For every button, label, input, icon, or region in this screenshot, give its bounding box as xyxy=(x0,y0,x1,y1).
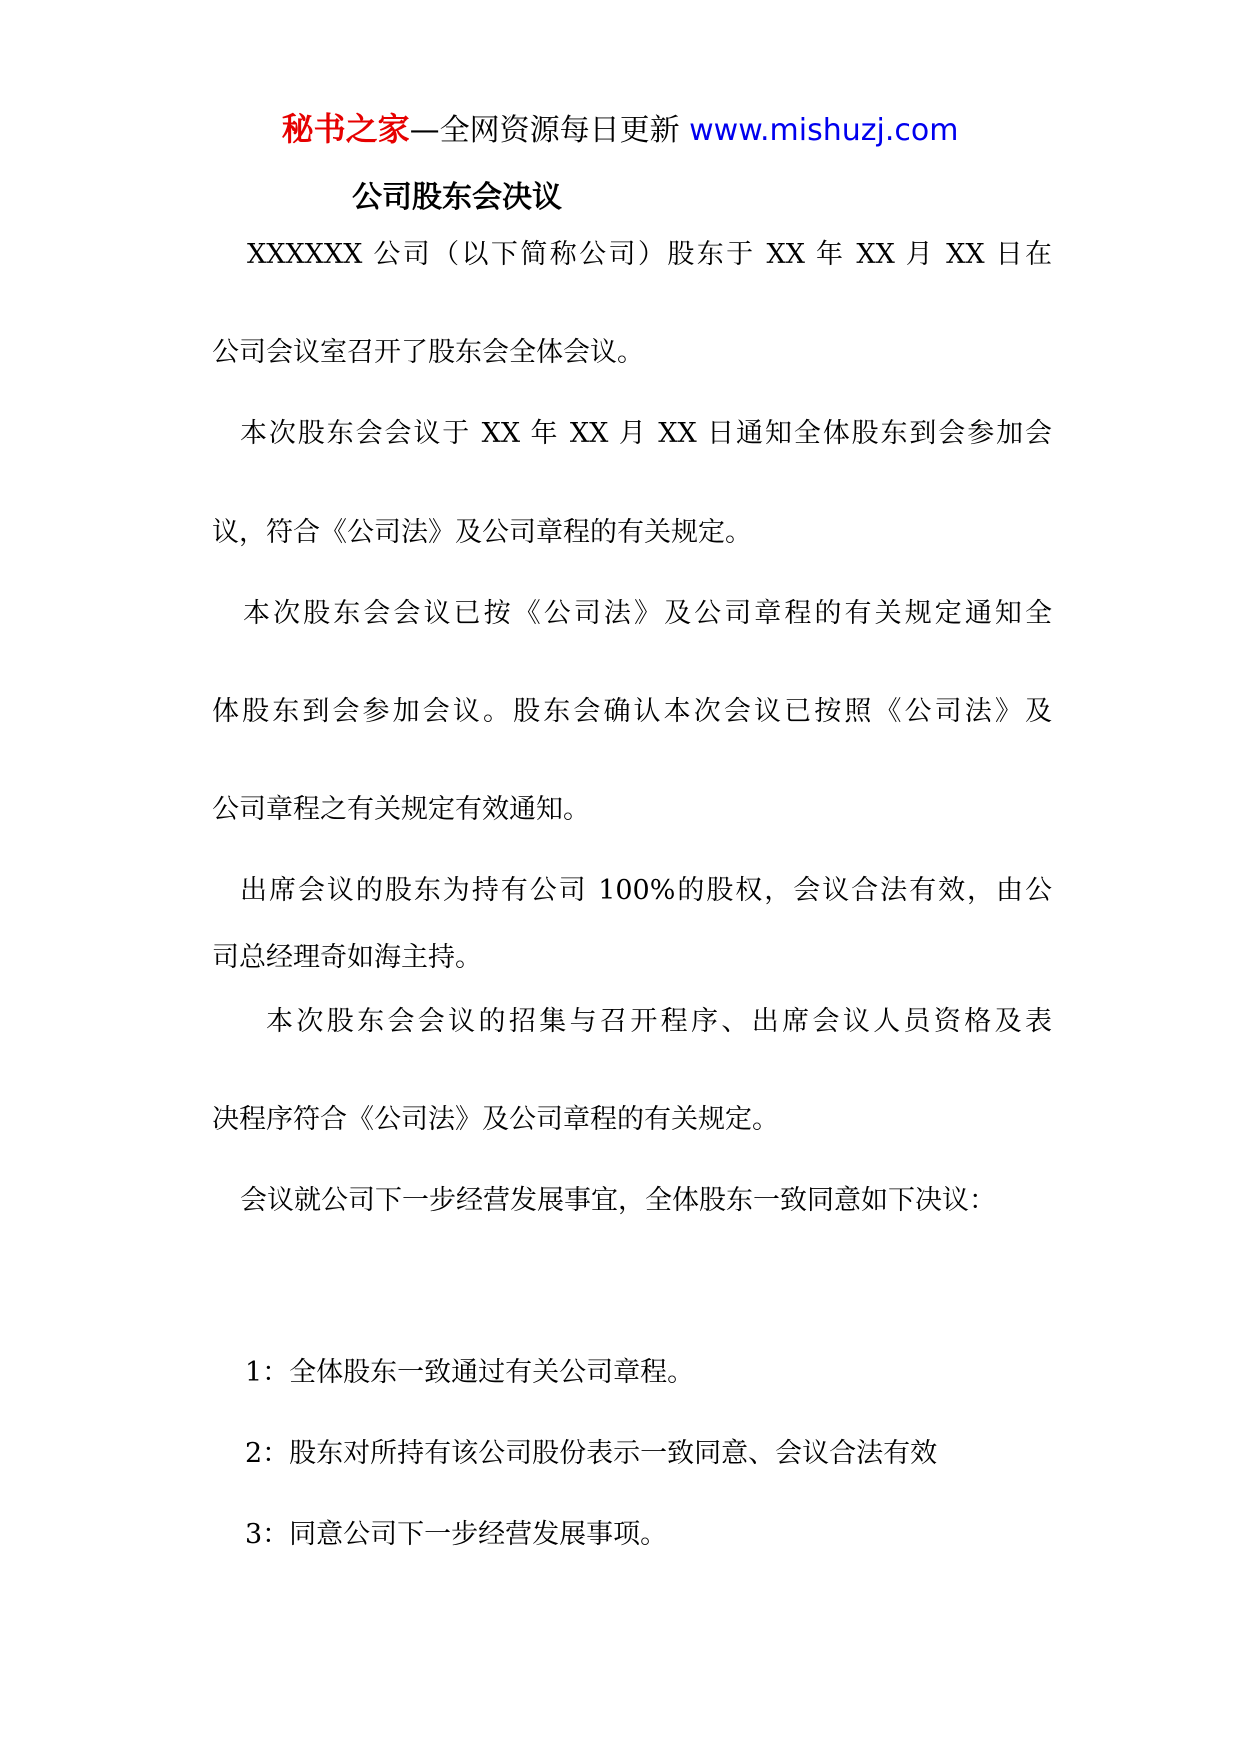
paragraph-line: 议，符合《公司法》及公司章程的有关规定。 xyxy=(212,517,752,548)
resolution-item: 1：全体股东一致通过有关公司章程。 xyxy=(245,1357,695,1388)
paragraph-line: XXXXXX 公司（以下简称公司）股东于 XX 年 XX 月 XX 日在 xyxy=(247,239,1052,270)
paragraph-line: 本次股东会会议的招集与召开程序、出席会议人员资格及表 xyxy=(266,1006,1052,1037)
resolution-item: 3：同意公司下一步经营发展事项。 xyxy=(245,1519,668,1550)
paragraph-line: 司总经理奇如海主持。 xyxy=(212,942,482,973)
paragraph-line: 本次股东会会议于 XX 年 XX 月 XX 日通知全体股东到会参加会 xyxy=(240,418,1052,449)
document-title: 公司股东会决议 xyxy=(352,180,562,215)
paragraph-line: 公司章程之有关规定有效通知。 xyxy=(212,794,590,825)
paragraph-line: 决程序符合《公司法》及公司章程的有关规定。 xyxy=(212,1104,779,1135)
site-url-link[interactable]: www.mishuzj.com xyxy=(689,113,959,148)
paragraph-line: 会议就公司下一步经营发展事宜，全体股东一致同意如下决议： xyxy=(240,1185,996,1216)
site-header xyxy=(0,104,1240,150)
resolution-item: 2：股东对所持有该公司股份表示一致同意、会议合法有效 xyxy=(245,1438,938,1469)
brand-name: 秘书之家 xyxy=(281,110,410,148)
paragraph-line: 体股东到会参加会议。股东会确认本次会议已按照《公司法》及 xyxy=(212,696,1052,727)
header-tagline: —全网资源每日更新 xyxy=(409,113,680,148)
paragraph-line: 出席会议的股东为持有公司 100%的股权，会议合法有效，由公 xyxy=(240,875,1052,906)
paragraph-line: 公司会议室召开了股东会全体会议。 xyxy=(212,337,644,368)
paragraph-line: 本次股东会会议已按《公司法》及公司章程的有关规定通知全 xyxy=(243,598,1052,629)
